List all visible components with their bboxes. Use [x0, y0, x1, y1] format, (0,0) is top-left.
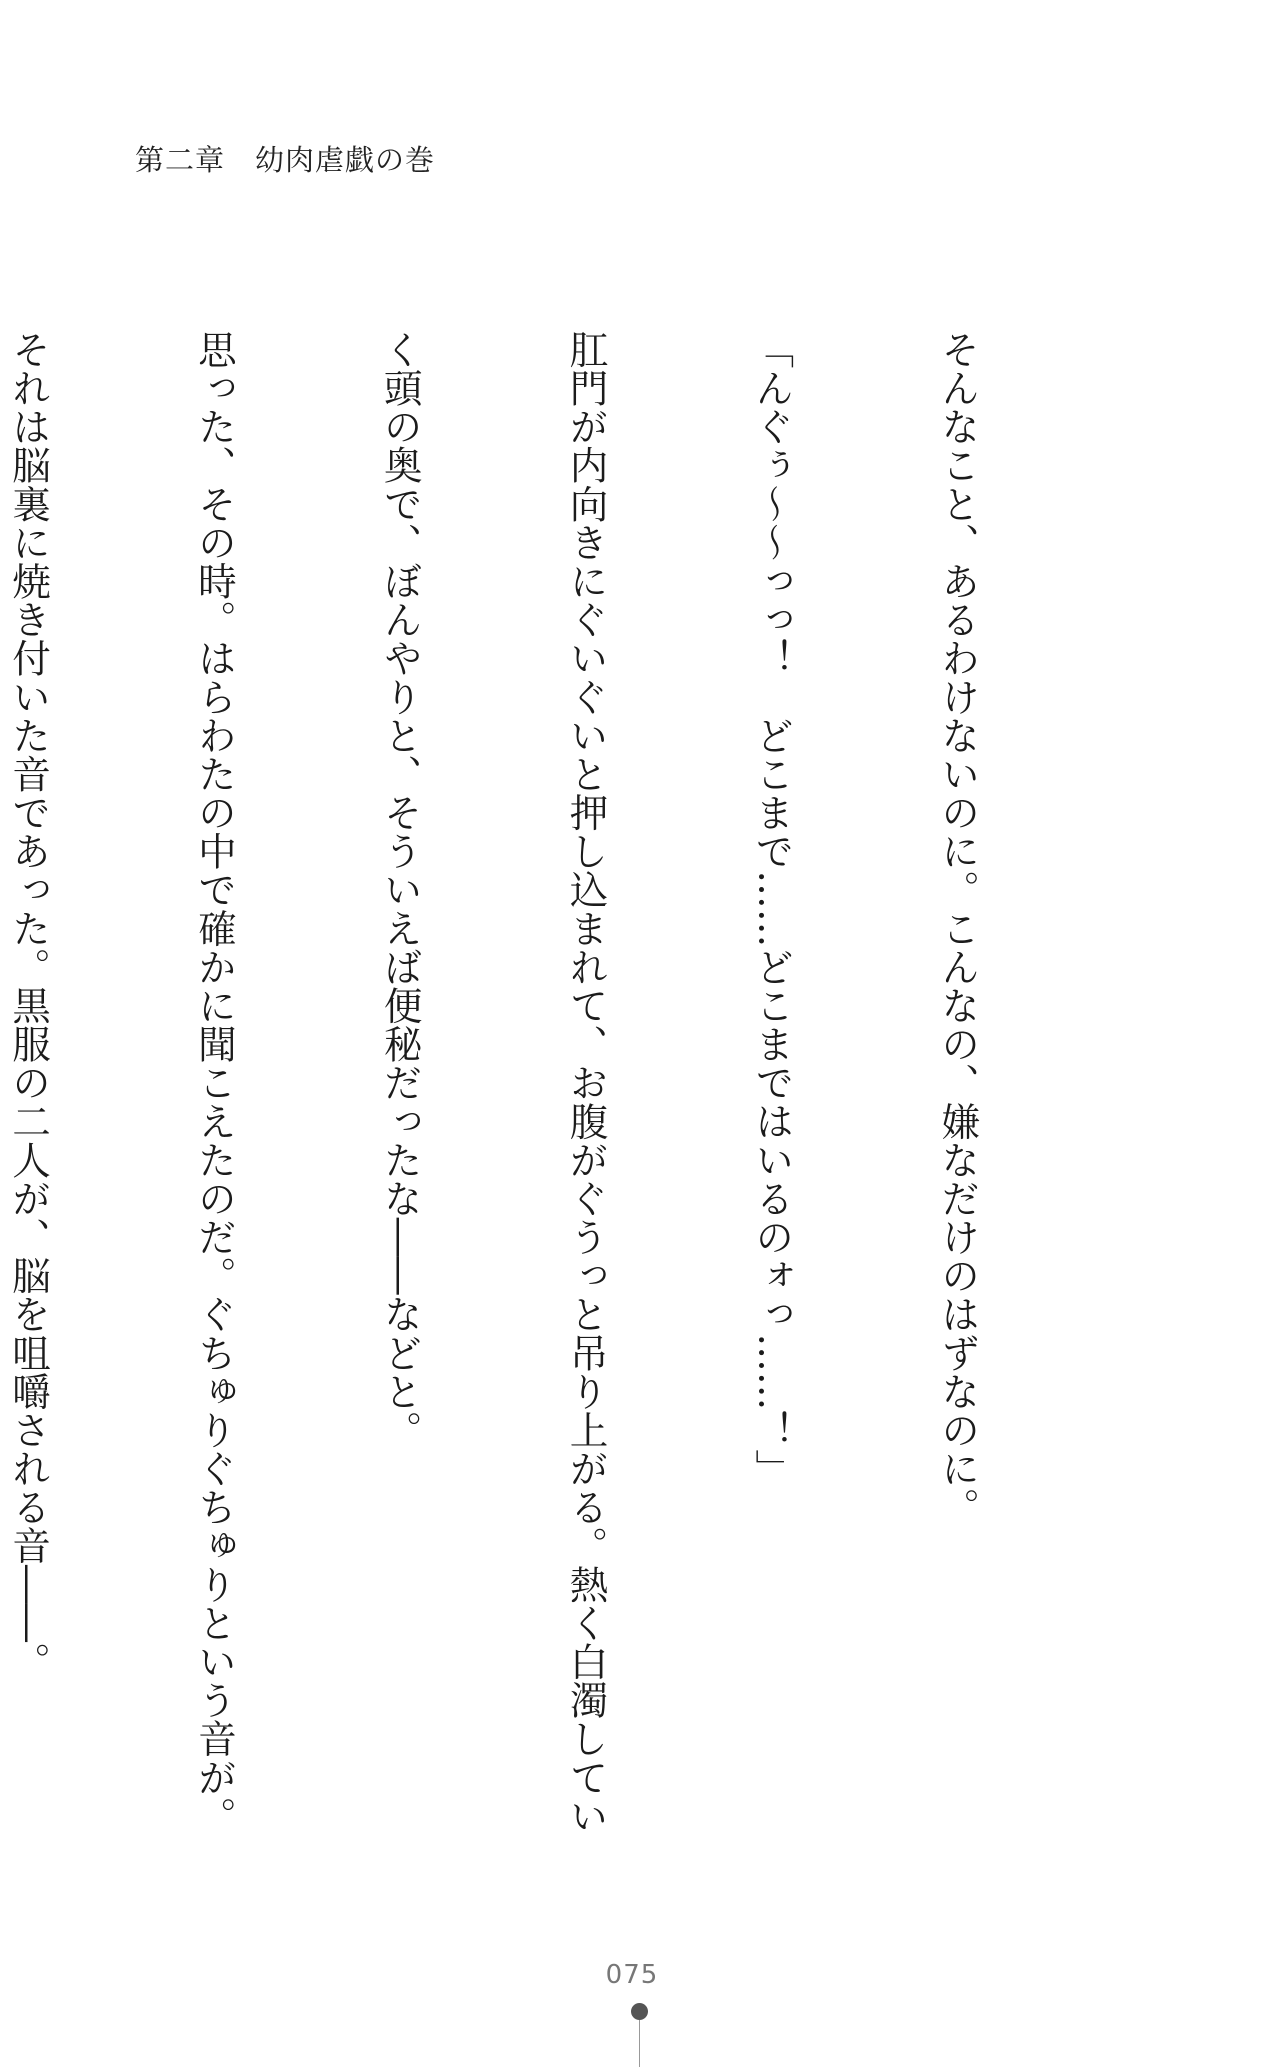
text-line: く頭の奥で、ぼんやりと、そういえば便秘だったな――などと。: [377, 330, 423, 1450]
chapter-header: 第二章 幼肉虐戯の巻: [135, 143, 436, 177]
folio-line-ornament: [639, 2020, 640, 2067]
text-line: 肛門が内向きにぐいぐいと押し込まれて、お腹がぐうっと吊り上がる。熱く白濁してい: [563, 330, 609, 1836]
text-line: 「んぐぅ～～っっ！ どこまで……どこまではいるのォっ……！」: [749, 330, 795, 1488]
text-line: そんなこと、あるわけないのに。こんなの、嫌なだけのはずなのに。: [935, 330, 981, 1527]
folio-dot-ornament: [631, 2003, 648, 2020]
text-line: 思った、その時。はらわたの中で確かに聞こえたのだ。ぐちゅりぐちゅりという音が。: [191, 330, 237, 1836]
body-text: [6, 330, 1112, 1836]
page-number: 075: [605, 1960, 659, 1990]
text-line: それは脳裏に焼き付いた音であった。黒服の二人が、脳を咀嚼される音――。: [6, 330, 52, 1681]
